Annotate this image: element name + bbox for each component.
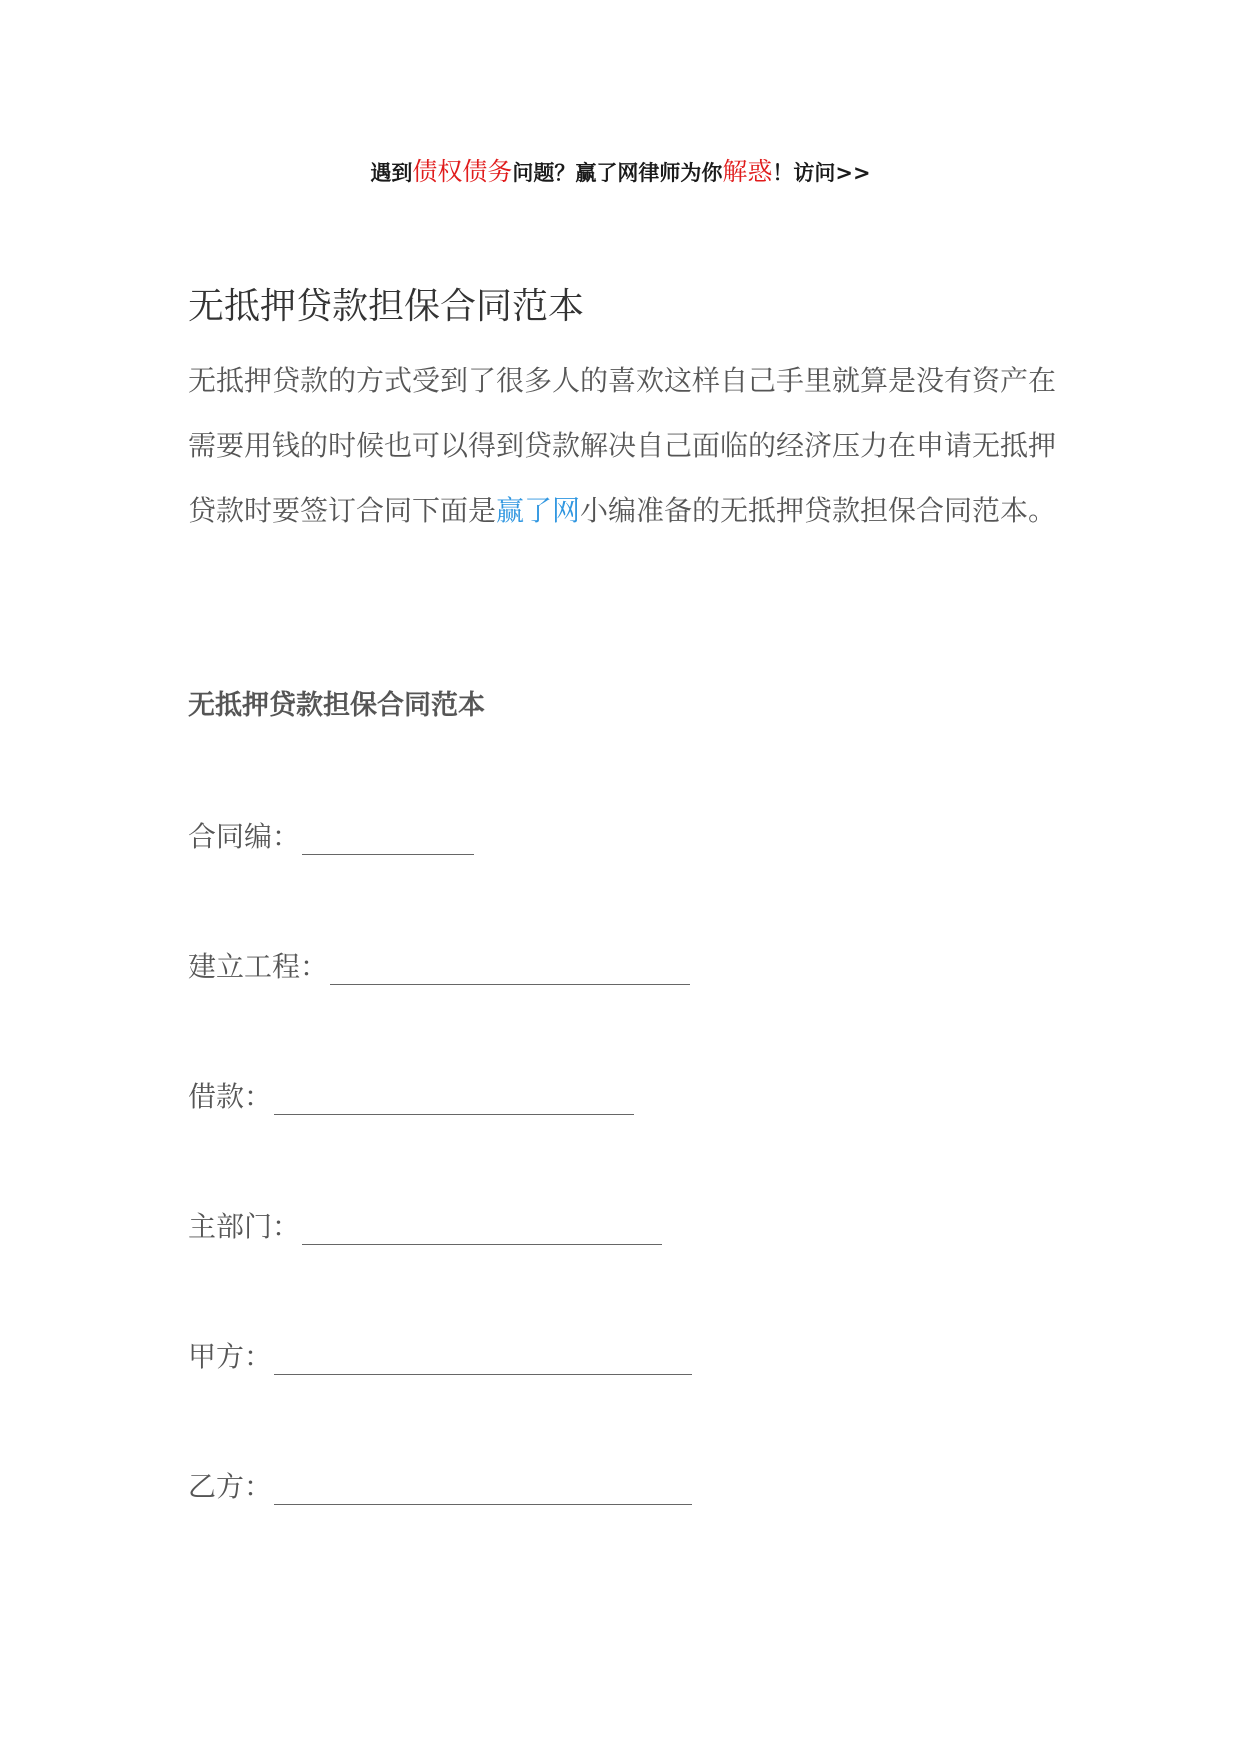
field-contract-number [188, 815, 474, 855]
site-link[interactable]: 赢了网 [496, 494, 581, 527]
intro-text-before: 无抵押贷款的方式受到了很多人的喜欢这样自己手里就算是没有资产在需要用钱的时候也可以得到贷款解决自己面临的经济压力在申请无抵押贷款时要签订合同下面是 [188, 364, 1057, 527]
field-party-b [188, 1465, 692, 1505]
banner-text-1: 遇到 [370, 161, 413, 185]
blank-line [302, 830, 474, 855]
blank-line [274, 1350, 692, 1375]
blank-line [330, 960, 690, 985]
field-project [188, 945, 690, 985]
intro-paragraph [188, 348, 1068, 543]
field-label: 主部门： [188, 1210, 301, 1243]
field-party-a [188, 1335, 692, 1375]
field-label: 合同编： [188, 820, 301, 853]
blank-line [274, 1090, 634, 1115]
section-title: 无抵押贷款担保合同范本 [188, 690, 485, 721]
document-title: 无抵押贷款担保合同范本 [188, 286, 585, 327]
banner-highlight-debt: 债权债务 [412, 157, 513, 186]
intro-text-after: 小编准备的无抵押贷款担保合同范本。 [580, 494, 1057, 527]
field-label: 甲方： [188, 1340, 273, 1373]
field-label: 乙方： [188, 1470, 273, 1503]
field-label: 建立工程： [188, 950, 329, 983]
banner-highlight-answer: 解惑 [722, 157, 773, 186]
blank-line [302, 1220, 662, 1245]
field-label: 借款： [188, 1080, 273, 1113]
banner-visit-link[interactable]: ！访问>> [772, 161, 871, 185]
blank-line [274, 1480, 692, 1505]
promo-banner[interactable] [0, 152, 1241, 188]
field-department [188, 1205, 662, 1245]
field-loan [188, 1075, 634, 1115]
banner-text-2: 问题？赢了网律师为你 [512, 161, 723, 185]
